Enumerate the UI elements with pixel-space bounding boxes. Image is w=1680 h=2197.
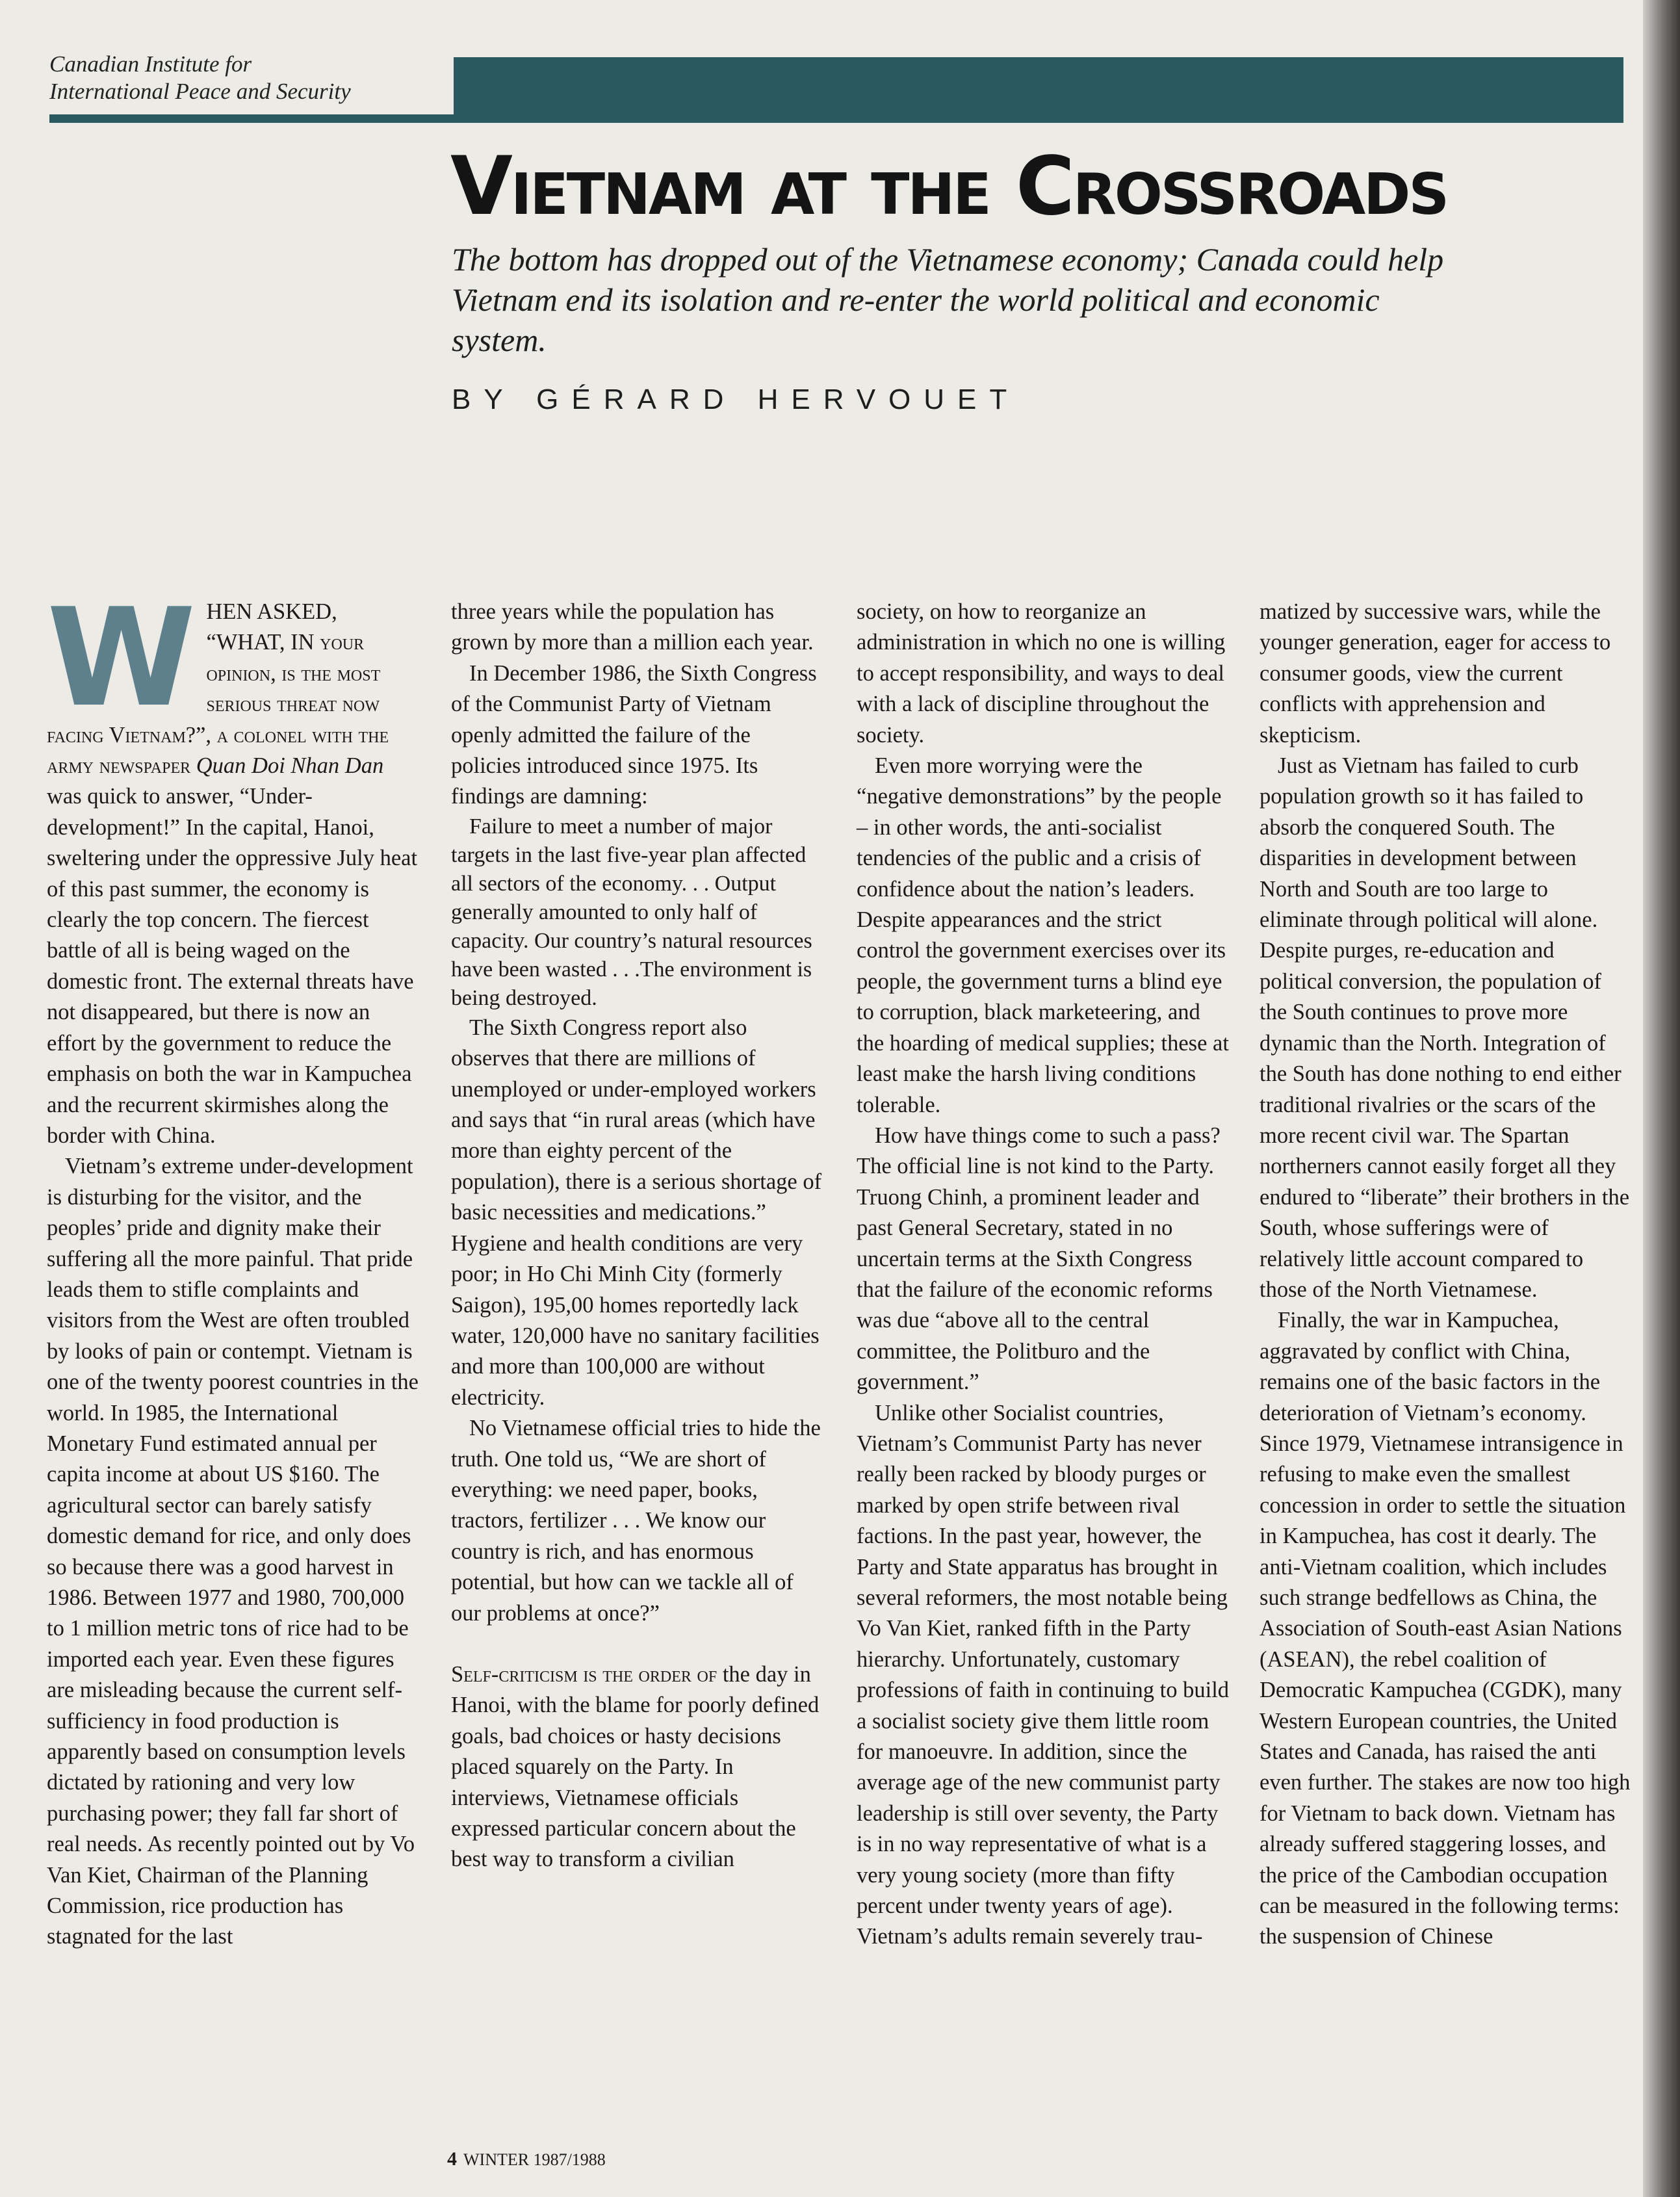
paragraph: The Sixth Congress report also observes that there are millions of unemployed or under-employed workers and says that “in rural areas (which have more than eighty percent of the population), there is a serious shortage of basic necessities and medications.” Hygiene and health conditions are very poor; in Ho Chi Minh City (formerly Saigon), 195,00 homes reportedly lack water, 120,000 have no sanitary facilities and more than 100,000 are without electricity. [451, 1015, 822, 1410]
paragraph: Just as Vietnam has failed to curb population growth so it has failed to absorb the conquered South. The disparities in development between North and South are too large to eliminate through political will alone. Despite purges, re-education and political conversion, the population of the South continues to prove more dynamic than the North. Integration of the South has done nothing to end either traditional rivalries or the scars of the more recent civil war. The Spartan northerners cannot easily forget all they endured to “liberate” their brothers in the South, whose sufferings were of relatively little account compared to those of the North Vietnamese. [1260, 753, 1630, 1302]
paragraph-text: the day in Hanoi, with the blame for poorly defined goals, bad choices or hasty decisions placed squarely on the Party. In interviews, Vietnamese officials expressed particular concern about the best way to transform a civilian [451, 1661, 820, 1872]
page-edge-shadow [1643, 0, 1680, 2197]
issue-date: WINTER 1987/1988 [463, 2150, 606, 2169]
paragraph: Unlike other Socialist countries, Vietnam’s Communist Party has never really been racked by bloody purges or marked by open strife between rival factions. In the past year, however, the Party and State apparatus has brought in several reformers, the most notable being Vo Van Kiet, ranked fifth in the Party hierarchy. Unfortunately, customary professions of faith in continuing to build a socialist society give them little room for manoeuvre. In addition, since the average age of the new communist party leadership is still over seventy, the Party is in no way representative of what is a very young society (more than fifty percent under twenty years of age). Vietnam’s adults remain severely trau- [857, 1400, 1230, 1949]
column-4 [1260, 597, 1633, 1953]
lead-in: HEN ASKED, “WHAT, IN your opinion, is the most serious threat now facing Vietnam?”, a colonel with the army newspaper [47, 599, 389, 779]
article-byline: BY GÉRARD HERVOUET [452, 384, 1020, 415]
paragraph-text: was quick to answer, “Under-development!” In the capital, Hanoi, sweltering under the oppressive July heat of this past summer, the economy is clearly the top concern. The fiercest battle of all is being waged on the domestic front. The external threats have not disappeared, but there is now an effort by the government to reduce the emphasis on both the war in Kampuchea and the recurrent skirmishes along the border with China. [47, 784, 418, 1148]
block-quote: Failure to meet a number of major targets in the last five-year plan affected all sectors of the economy. . . Output generally amounted to only half of capacity. Our country’s natural resources have been wasted . . .The environment is being destroyed. [451, 814, 812, 1010]
paragraph: How have things come to such a pass? The official line is not kind to the Party. Truong Chinh, a prominent leader and past General Secretary, stated in no uncertain terms at the Sixth Congress that the failure of the economic reforms was due “above all to the central committee, the Politburo and the government.” [857, 1123, 1221, 1395]
paragraph: society, on how to reorganize an administration in which no one is willing to accept responsibility, and ways to deal with a lack of discipline throughout the society. [857, 599, 1226, 748]
article-subtitle: The bottom has dropped out of the Vietnamese economy; Canada could help Vietnam end its isolation and re-enter the world political and economic system. [452, 241, 1444, 358]
paragraph [47, 580, 420, 1151]
paragraph: matized by successive wars, while the younger generation, eager for access to consumer goods, view the current conflicts with apprehension and skepticism. [1260, 599, 1611, 748]
paragraph: In December 1986, the Sixth Congress of the Communist Party of Vietnam openly admitted the failure of the policies introduced since 1975. Its findings are damning: [451, 660, 817, 809]
newspaper-name: Quan Doi Nhan Dan [196, 753, 384, 779]
section-lead-in: Self-criticism is the order of [451, 1661, 717, 1687]
paragraph: No Vietnamese official tries to hide the truth. One told us, “We are short of everything: we need paper, books, tractors, fertilizer . . . We know our country is rich, and has enormous potential, but how can we tackle all of our problems at once?” [451, 1416, 821, 1626]
page-footer [447, 2148, 606, 2170]
header-rule [49, 114, 1623, 123]
column-3 [857, 597, 1230, 1953]
institute-line-1: Canadian Institute for [49, 51, 252, 77]
article-title: Vietnam at the Crossroads [450, 140, 1448, 233]
drop-cap: W [47, 580, 196, 737]
institute-line-2: International Peace and Security [49, 79, 351, 104]
paragraph: Even more worrying were the “negative demonstrations” by the people – in other words, the anti-socialist tendencies of the public and a crisis of confidence about the nation’s leaders. Despite appearances and the strict control the government exercises over its people, the government turns a blind eye to corruption, black marketeering, and the hoarding of medical supplies; these at least make the harsh living conditions tolerable. [857, 753, 1229, 1117]
header-band [454, 57, 1623, 123]
section-break [451, 1629, 825, 1659]
column-2 [451, 597, 825, 1875]
page-number: 4 [447, 2148, 457, 2170]
institute-name [49, 51, 452, 105]
paragraph: Vietnam’s extreme under-development is disturbing for the visitor, and the peoples’ pride and dignity make their suffering all the more painful. That pride leads them to stifle complaints and visitors from the West are often troubled by looks of pain or contempt. Vietnam is one of the twenty poorest countries in the world. In 1985, the International Monetary Fund estimated annual per capita income at about US $160. The agricultural sector can barely satisfy domestic demand for rice, and only does so because there was a good harvest in 1986. Between 1977 and 1980, 700,000 to 1 million metric tons of rice had to be imported each year. Even these figures are misleading because the current self-sufficiency in food production is apparently based on consumption levels dictated by rationing and very low purchasing power; they fall far short of real needs. As recently pointed out by Vo Van Kiet, Chairman of the Planning Commission, rice production has stagnated for the last [47, 1154, 419, 1949]
paragraph [451, 1659, 825, 1875]
paragraph: Finally, the war in Kampuchea, aggravated by conflict with China, remains one of the basic factors in the deterioration of Vietnam’s economy. Since 1979, Vietnamese intransigence in refusing to make even the smallest concession in order to settle the situation in Kampuchea, has cost it dearly. The anti-Vietnam coalition, which includes such strange bedfellows as China, the Association of South-east Asian Nations (ASEAN), the rebel coalition of Democratic Kampuchea (CGDK), many Western European countries, the United States and Canada, has raised the anti even further. The stakes are now too high for Vietnam to back down. Vietnam has already suffered staggering losses, and the price of the Cambodian occupation can be measured in the following terms: the suspension of Chinese [1260, 1308, 1631, 1949]
paragraph: three years while the population has grown by more than a million each year. [451, 599, 814, 655]
column-1 [47, 580, 420, 1953]
